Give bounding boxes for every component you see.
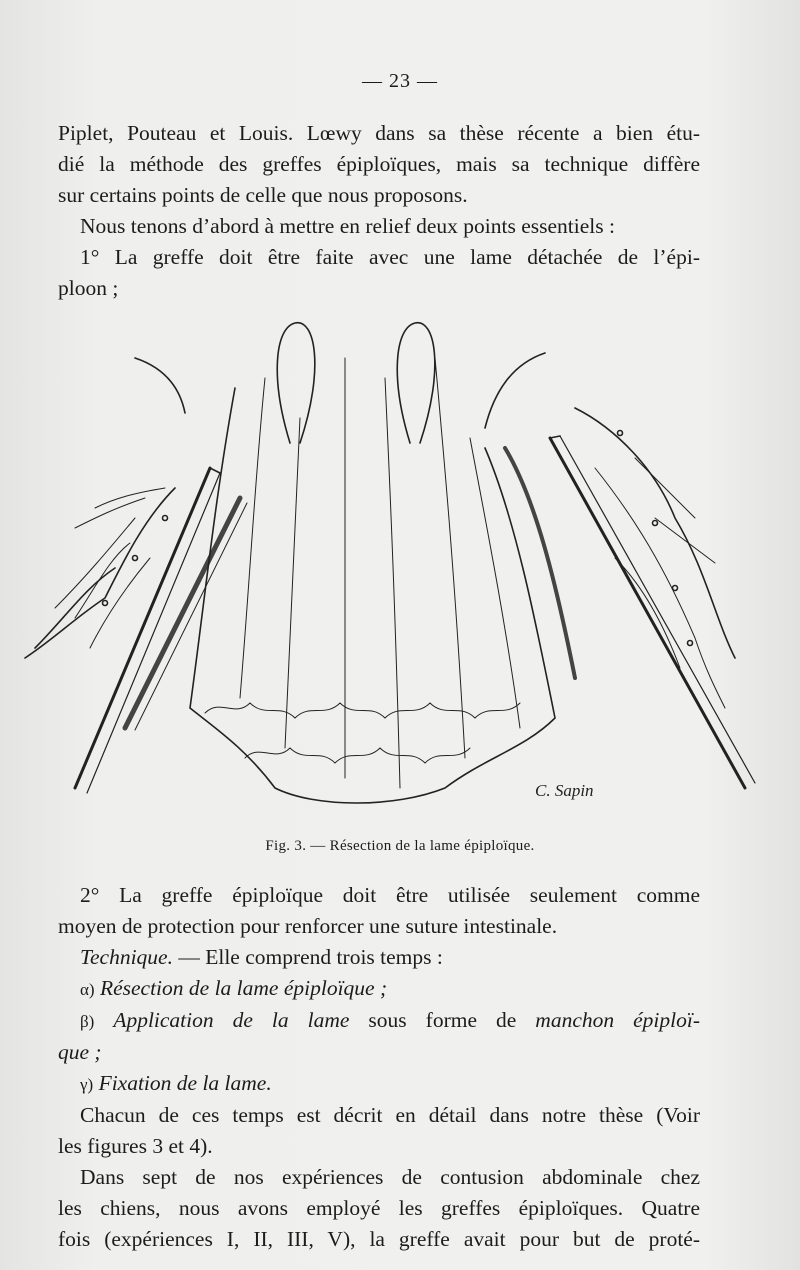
technique-rest: — Elle comprend trois temps : bbox=[172, 945, 443, 969]
step-text: Résection de la lame épiploïque ; bbox=[99, 976, 388, 1000]
page-number: — 23 — bbox=[362, 70, 438, 92]
step-text: manchon épiploï- bbox=[535, 1008, 700, 1032]
step-marker: γ) bbox=[80, 1075, 94, 1094]
paragraph-line: Chacun de ces temps est décrit en détail dans notre thèse (Voir bbox=[80, 1103, 700, 1127]
step-beta-continuation: que ; bbox=[58, 1040, 102, 1064]
paragraph-line: 1° La greffe doit être faite avec une lame détachée de l’épi- bbox=[80, 245, 700, 269]
step-gamma bbox=[58, 1068, 700, 1100]
paragraph-line: fois (expériences I, II, III, V), la greffe avait pour but de proté- bbox=[58, 1227, 700, 1251]
paragraph-line: dié la méthode des greffes épiploïques, mais sa technique diffère bbox=[58, 152, 700, 176]
paragraph-line: Piplet, Pouteau et Louis. Lœwy dans sa thèse récente a bien étu- bbox=[58, 121, 700, 145]
step-text: Application de la lame bbox=[113, 1008, 350, 1032]
step-text-plain: sous forme de bbox=[349, 1008, 536, 1032]
paragraph-line: Dans sept de nos expériences de contusion abdominale chez bbox=[80, 1165, 700, 1189]
omentum-engraving bbox=[15, 318, 785, 818]
technique-label: Technique. bbox=[80, 945, 173, 969]
step-text: Fixation de la lame. bbox=[98, 1071, 272, 1095]
paragraph-line: les figures 3 et 4). bbox=[58, 1134, 213, 1158]
bottom-text bbox=[58, 880, 700, 1255]
step-alpha bbox=[58, 973, 700, 1005]
paragraph-line: 2° La greffe épiploïque doit être utilisée seulement comme bbox=[80, 883, 700, 907]
illustrator-signature: C. Sapin bbox=[535, 781, 594, 800]
paragraph-line: ploon ; bbox=[58, 276, 119, 300]
technique-line bbox=[58, 942, 700, 973]
figure-caption: Fig. 3. — Résection de la lame épiploïque. bbox=[265, 838, 535, 854]
figure-illustration bbox=[15, 318, 785, 818]
paragraph-line: moyen de protection pour renforcer une suture intestinale. bbox=[58, 914, 558, 938]
step-marker: α) bbox=[80, 980, 95, 999]
step-marker: β) bbox=[80, 1012, 95, 1031]
top-text bbox=[58, 118, 700, 304]
paragraph-line: les chiens, nous avons employé les greffes épiploïques. Quatre bbox=[58, 1196, 700, 1220]
paragraph-line: Nous tenons d’abord à mettre en relief deux points essentiels : bbox=[80, 214, 615, 238]
step-beta bbox=[58, 1005, 700, 1037]
paragraph-line: sur certains points de celle que nous proposons. bbox=[58, 183, 468, 207]
